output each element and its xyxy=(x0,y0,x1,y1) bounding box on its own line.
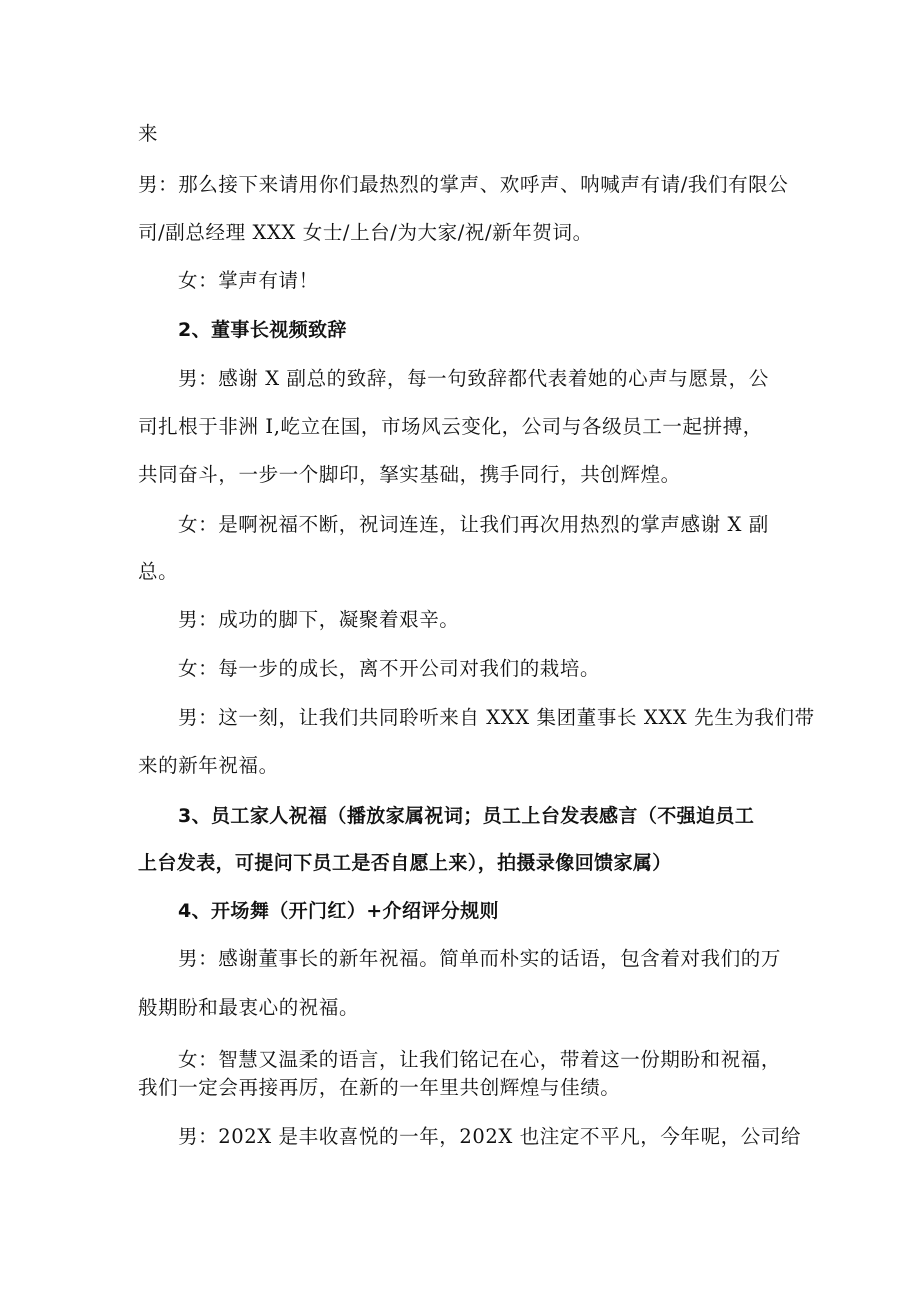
text-line: 男：成功的脚下，凝聚着艰辛。 xyxy=(178,608,460,631)
section-heading: 上台发表，可提问下员工是否自愿上来），拍摄录像回馈家属） xyxy=(138,852,672,874)
text-line: 我们一定会再接再厉，在新的一年里共创辉煌与佳绩。 xyxy=(138,1076,621,1099)
text-line: 男：感谢董事长的新年祝福。简单而朴实的话语，包含着对我们的万 xyxy=(178,947,782,970)
text-line: 女：智慧又温柔的语言，让我们铭记在心，带着这一份期盼和祝福， xyxy=(178,1048,782,1071)
text-line: 总。 xyxy=(138,560,179,583)
section-heading: 4、开场舞（开门红）+介绍评分规则 xyxy=(178,900,499,922)
text-line: 男：感谢 X 副总的致辞，每一句致辞都代表着她的心声与愿景，公 xyxy=(178,367,769,390)
text-line: 男：这一刻，让我们共同聆听来自 XXX 集团董事长 XXX 先生为我们带 xyxy=(178,706,815,729)
text-line: 女：是啊祝福不断，祝词连连，让我们再次用热烈的掌声感谢 X 副 xyxy=(178,513,769,536)
text-line: 来 xyxy=(138,122,159,145)
text-line: 女：每一步的成长，离不开公司对我们的栽培。 xyxy=(178,657,601,680)
text-line: 般期盼和最衷心的祝福。 xyxy=(138,996,360,1019)
text-line: 女：掌声有请！ xyxy=(178,269,319,292)
text-line: 男：那么接下来请用你们最热烈的掌声、欢呼声、呐喊声有请/我们有限公 xyxy=(138,173,789,196)
text-line: 共同奋斗，一步一个脚印，拏实基础，携手同行，共创辉煌。 xyxy=(138,463,681,486)
text-line: 司扎根于非洲 I,屹立在国，市场风云变化，公司与各级员工一起拼搏， xyxy=(138,415,763,438)
section-heading: 2、董事长视频致辞 xyxy=(178,319,347,341)
text-line: 来的新年祝福。 xyxy=(138,754,279,777)
text-line: 男：202X 是丰收喜悦的一年，202X 也注定不平凡，今年呢，公司给 xyxy=(178,1125,802,1148)
section-heading: 3、员工家人祝福（播放家属祝词；员工上台发表感言（不强迫员工 xyxy=(178,805,755,827)
text-line: 司/副总经理 XXX 女士/上台/为大家/祝/新年贺词。 xyxy=(138,221,593,244)
